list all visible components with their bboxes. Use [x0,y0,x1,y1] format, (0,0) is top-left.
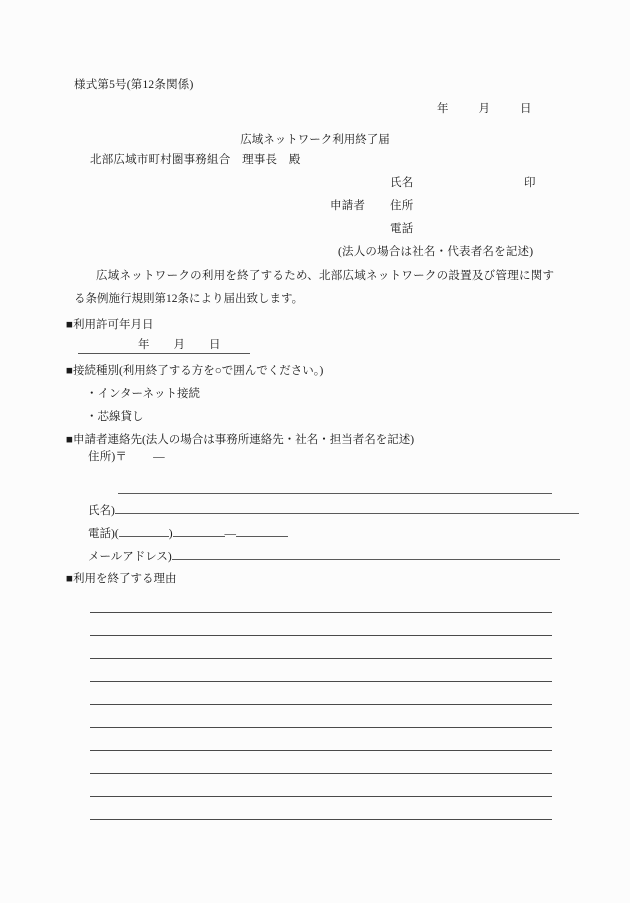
contact-tel-dash: — [224,528,237,540]
date-month: 月 [478,103,490,115]
contact-name-row [88,500,579,518]
permit-date-day: 日 [209,339,221,351]
permit-date-year: 年 [138,339,150,351]
contact-tel-number-line[interactable] [236,523,288,537]
reason-blank-line[interactable] [90,819,552,820]
applicant-address-label: 住所 [390,200,414,212]
connection-option-internet[interactable]: ・インターネット接続 [86,388,200,400]
date-day: 日 [520,103,532,115]
reason-blank-line[interactable] [90,704,552,705]
body-paragraph: 広域ネットワークの利用を終了するため、北部広域ネットワークの設置及び管理に関する条例施行規則第12条により届出致します。 [74,270,554,305]
section-heading-contact: ■申請者連絡先(法人の場合は事務所連絡先・社名・担当者名を記述) [66,434,415,446]
reason-write-area[interactable] [90,612,552,820]
contact-zip-dash: — [153,451,165,463]
connection-option-fiber[interactable]: ・芯線貸し [86,411,144,423]
contact-name-input-line[interactable] [115,500,579,514]
date-line [437,104,532,116]
contact-zip-row [88,452,165,464]
applicant-corporate-note: (法人の場合は社名・代表者名を記述) [338,246,534,258]
contact-mail-label: メールアドレス) [88,551,172,563]
reason-blank-line[interactable] [90,658,552,659]
section-heading-reason: ■利用を終了する理由 [66,573,177,585]
applicant-block-label: 申請者 [330,200,366,212]
applicant-seal-label: 印 [524,177,536,189]
contact-mail-row [88,546,560,564]
section-heading-connection-type: ■接続種別(利用終了する方を○で囲んでください。) [66,365,324,377]
contact-tel-paren-open: ( [114,528,119,540]
reason-blank-line[interactable] [90,750,552,751]
permit-date-units [78,336,250,352]
contact-name-label: 氏名) [88,505,115,517]
section-heading-permit-date: ■利用許可年月日 [66,319,154,331]
permit-date-fill-line[interactable] [78,336,250,354]
date-year: 年 [437,103,449,115]
applicant-name-label: 氏名 [390,177,414,189]
contact-tel-paren-close: ) [168,528,173,540]
reason-blank-line[interactable] [90,612,552,613]
reason-blank-line[interactable] [90,796,552,797]
contact-tel-row [88,523,288,541]
reason-blank-line[interactable] [90,681,552,682]
document-title: 広域ネットワーク利用終了届 [240,134,390,146]
form-number: 様式第5号(第12条関係) [74,79,194,91]
reason-blank-line[interactable] [90,635,552,636]
contact-tel-label: 電話) [88,528,115,540]
contact-zip-label: 住所)〒 [88,451,128,463]
contact-tel-area-code-line[interactable] [119,523,169,537]
contact-mail-input-line[interactable] [172,546,560,560]
addressee: 北部広域市町村圏事務組合 理事長 殿 [90,154,301,166]
permit-date-month: 月 [173,339,185,351]
reason-blank-line[interactable] [90,773,552,774]
reason-blank-line[interactable] [90,727,552,728]
applicant-tel-label: 電話 [390,223,414,235]
contact-tel-prefix-line[interactable] [173,523,225,537]
contact-address-continuation-line[interactable] [118,493,552,494]
